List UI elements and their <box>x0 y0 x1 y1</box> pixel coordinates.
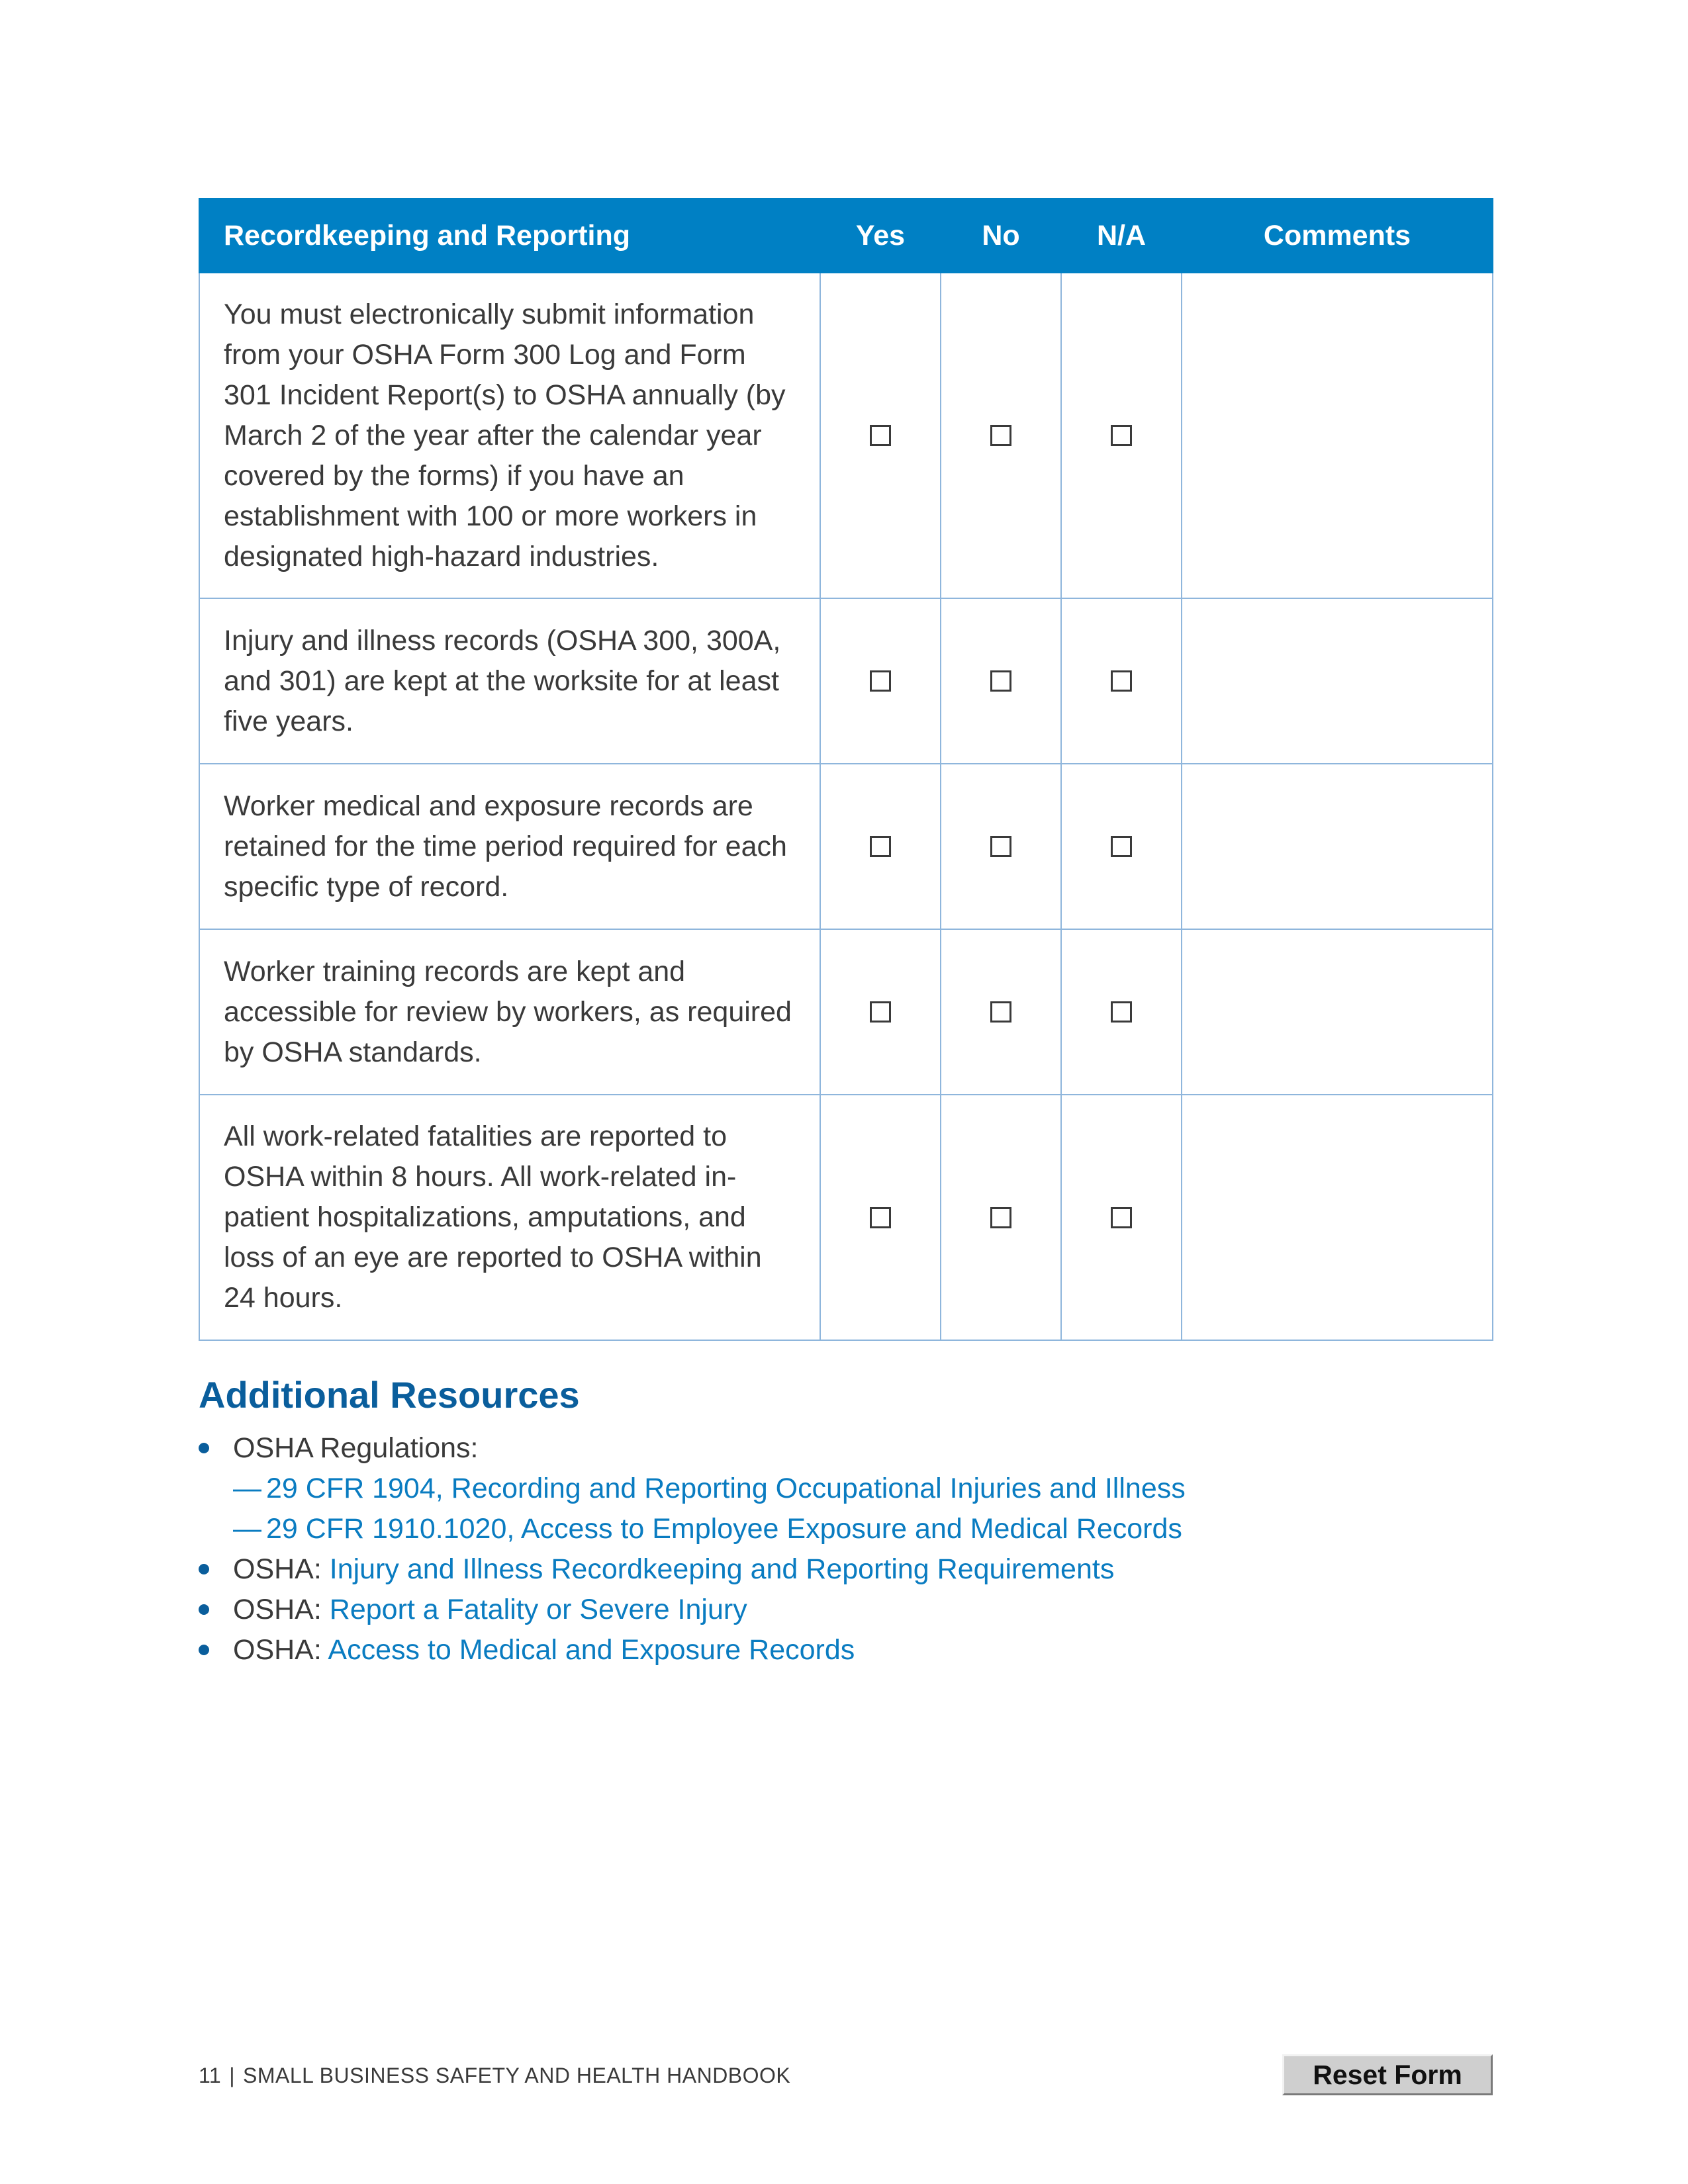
link-29-cfr-1904[interactable]: 29 CFR 1904, Recording and Reporting Occupational Injuries and Illness <box>266 1473 1186 1504</box>
reset-form-button[interactable]: Reset Form <box>1282 2054 1493 2095</box>
no-checkbox[interactable] <box>990 1207 1011 1228</box>
checklist-item-text: You must electronically submit information from your OSHA Form 300 Log and Form 301 Incident Report(s) to OSHA annually (by March 2 of the year after the calendar year covered by the forms) if you have an establishment with 100 or more workers in designated high-hazard industries. <box>199 273 820 598</box>
yes-cell <box>820 273 941 598</box>
dash-icon: — <box>233 1513 261 1545</box>
checklist-item-text: Worker training records are kept and accessible for review by workers, as required by OSHA standards. <box>199 929 820 1095</box>
comments-field[interactable] <box>1182 929 1493 1095</box>
yes-cell <box>820 1095 941 1340</box>
bullet-icon <box>199 1443 209 1453</box>
regulations-sublist <box>233 1469 1492 1549</box>
header-no: No <box>941 199 1061 273</box>
yes-checkbox[interactable] <box>870 836 891 857</box>
resource-prefix: OSHA: <box>233 1594 330 1625</box>
na-cell <box>1061 273 1182 598</box>
header-yes: Yes <box>820 199 941 273</box>
link-recordkeeping-requirements[interactable]: Injury and Illness Recordkeeping and Reporting Requirements <box>329 1553 1115 1585</box>
yes-cell <box>820 764 941 929</box>
na-cell <box>1061 598 1182 764</box>
table-row <box>199 273 1493 598</box>
list-item <box>199 1630 1492 1670</box>
dash-icon: — <box>233 1473 261 1504</box>
link-29-cfr-1910-1020[interactable]: 29 CFR 1910.1020, Access to Employee Exposure and Medical Records <box>266 1513 1182 1545</box>
no-cell <box>941 929 1061 1095</box>
comments-field[interactable] <box>1182 598 1493 764</box>
header-item: Recordkeeping and Reporting <box>199 199 820 273</box>
bullet-icon <box>199 1604 209 1615</box>
no-checkbox[interactable] <box>990 836 1011 857</box>
comments-field[interactable] <box>1182 273 1493 598</box>
header-na: N/A <box>1061 199 1182 273</box>
table-row <box>199 764 1493 929</box>
no-checkbox[interactable] <box>990 1001 1011 1023</box>
no-cell <box>941 598 1061 764</box>
header-comments: Comments <box>1182 199 1493 273</box>
checklist-item-text: Worker medical and exposure records are retained for the time period required for each specific type of record. <box>199 764 820 929</box>
resources-heading: Additional Resources <box>199 1374 580 1416</box>
comments-field[interactable] <box>1182 764 1493 929</box>
list-item <box>199 1590 1492 1630</box>
yes-checkbox[interactable] <box>870 425 891 446</box>
na-checkbox[interactable] <box>1111 1207 1132 1228</box>
yes-checkbox[interactable] <box>870 1001 891 1023</box>
no-cell <box>941 273 1061 598</box>
checklist-item-text: Injury and illness records (OSHA 300, 300A, and 301) are kept at the worksite for at least five years. <box>199 598 820 764</box>
table-row <box>199 929 1493 1095</box>
handbook-title: SMALL BUSINESS SAFETY AND HEALTH HANDBOOK <box>243 2064 791 2087</box>
recordkeeping-checklist-table <box>199 198 1493 1341</box>
resources-list <box>199 1428 1492 1670</box>
bullet-icon <box>199 1645 209 1655</box>
no-checkbox[interactable] <box>990 670 1011 692</box>
page-footer <box>199 2064 790 2088</box>
na-checkbox[interactable] <box>1111 1001 1132 1023</box>
yes-cell <box>820 929 941 1095</box>
checklist-item-text: All work-related fatalities are reported to OSHA within 8 hours. All work-related in-patient hospitalizations, amputations, and loss of an eye are reported to OSHA within 24 hours. <box>199 1095 820 1340</box>
na-checkbox[interactable] <box>1111 425 1132 446</box>
bullet-icon <box>199 1564 209 1574</box>
yes-checkbox[interactable] <box>870 670 891 692</box>
resource-prefix: OSHA Regulations: <box>233 1432 479 1464</box>
table-row <box>199 598 1493 764</box>
resource-prefix: OSHA: <box>233 1634 328 1666</box>
table-row <box>199 1095 1493 1340</box>
yes-cell <box>820 598 941 764</box>
page-number: 11 <box>199 2064 222 2087</box>
additional-resources-section <box>199 1369 1492 1670</box>
na-cell <box>1061 1095 1182 1340</box>
na-cell <box>1061 764 1182 929</box>
no-cell <box>941 764 1061 929</box>
na-cell <box>1061 929 1182 1095</box>
link-access-medical-records[interactable]: Access to Medical and Exposure Records <box>328 1634 855 1666</box>
list-item <box>199 1428 1492 1549</box>
list-item <box>233 1509 1492 1549</box>
resource-prefix: OSHA: <box>233 1553 330 1585</box>
na-checkbox[interactable] <box>1111 670 1132 692</box>
list-item <box>199 1549 1492 1590</box>
table-header-row <box>199 199 1493 273</box>
yes-checkbox[interactable] <box>870 1207 891 1228</box>
no-checkbox[interactable] <box>990 425 1011 446</box>
comments-field[interactable] <box>1182 1095 1493 1340</box>
list-item <box>233 1469 1492 1509</box>
na-checkbox[interactable] <box>1111 836 1132 857</box>
footer-separator: | <box>229 2064 236 2087</box>
no-cell <box>941 1095 1061 1340</box>
link-report-fatality[interactable]: Report a Fatality or Severe Injury <box>329 1594 747 1625</box>
